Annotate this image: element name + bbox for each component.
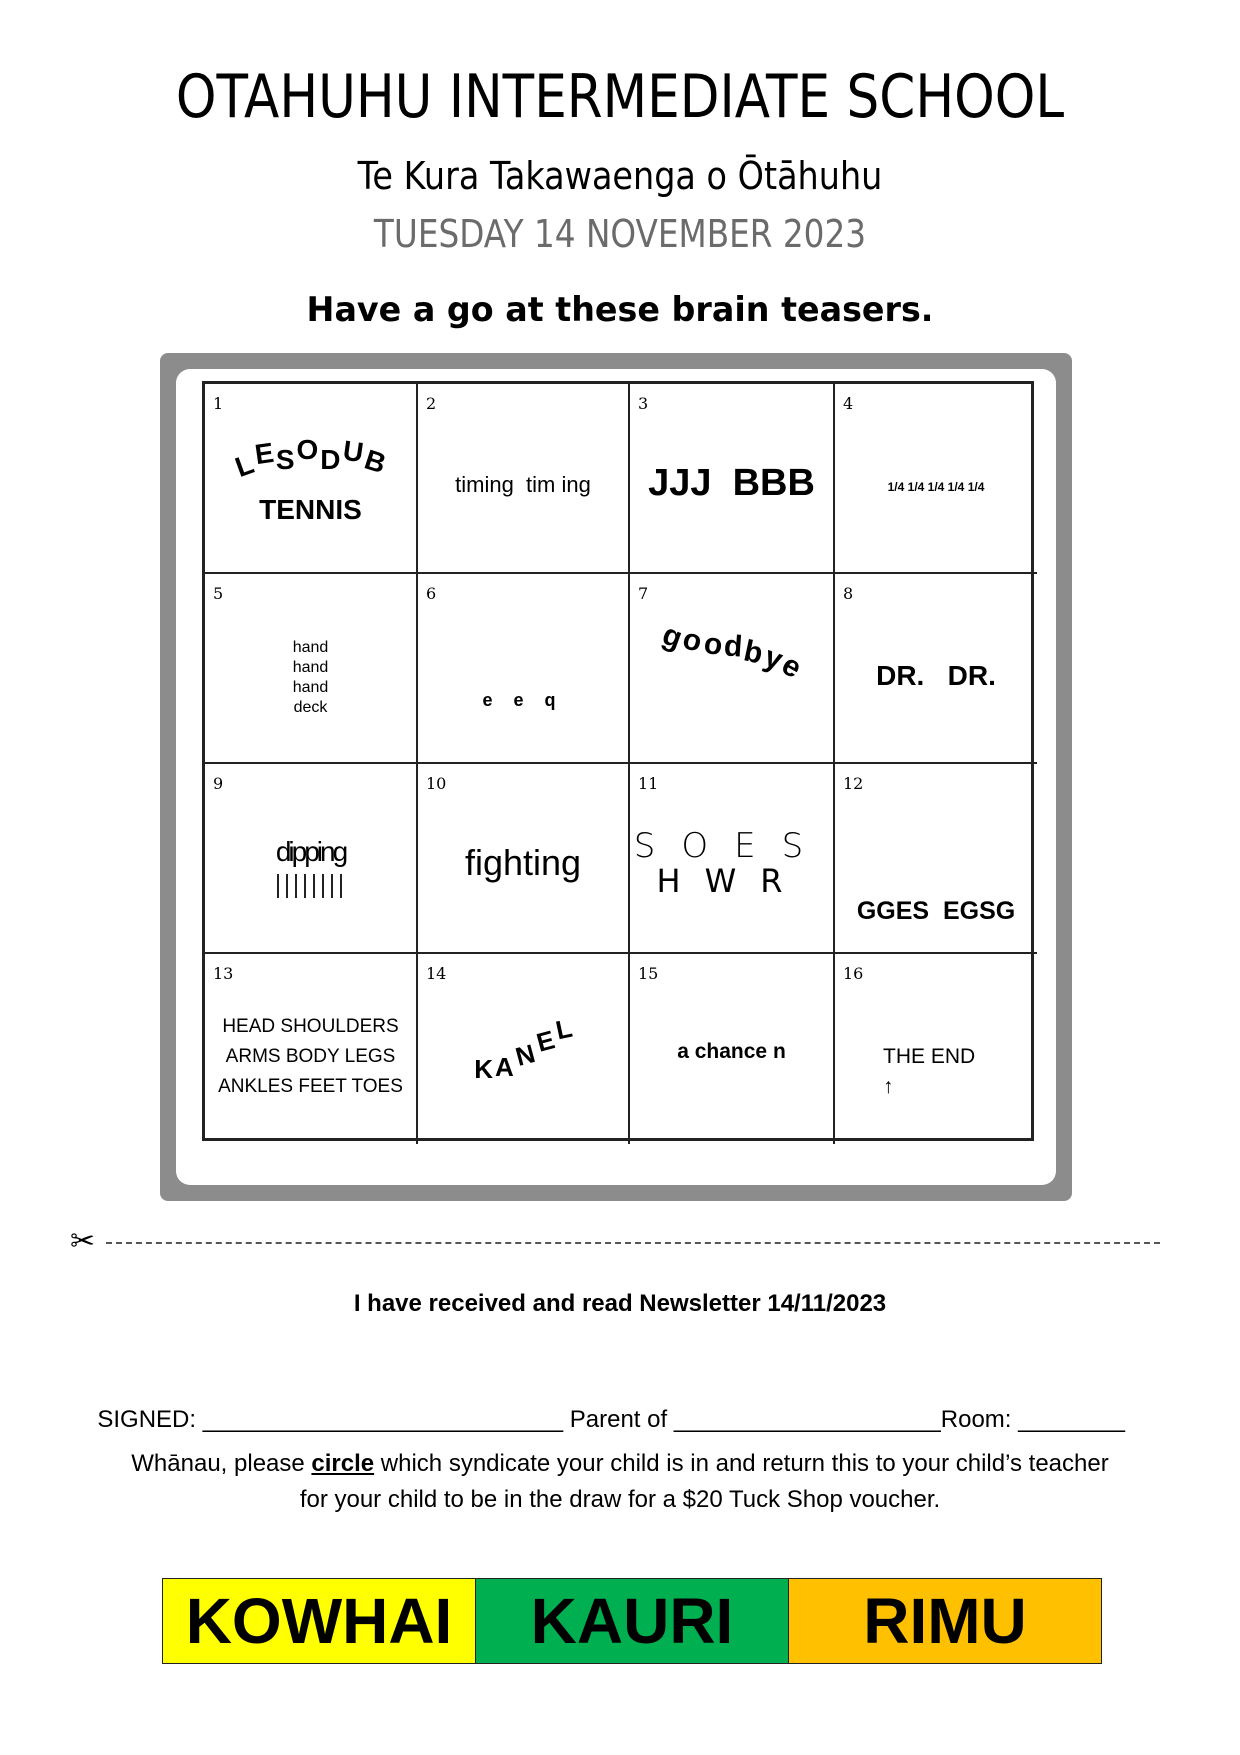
puzzle-number: 5 [213, 584, 224, 603]
room-field[interactable]: ________ [1018, 1406, 1125, 1433]
puzzle-8-text: DR. DR. [876, 660, 996, 691]
arc-letter: L [231, 448, 258, 484]
syndicate-kauri[interactable]: KAURI [476, 1579, 789, 1663]
puzzle-4-text: 1/4 1/4 1/4 1/4 1/4 [887, 480, 985, 494]
arc-letter: E [532, 1024, 558, 1058]
receipt-statement: I have received and read Newsletter 14/11/2023 [353, 1290, 887, 1317]
arc-letter: S [275, 444, 295, 475]
puzzle-9-word: dipping [275, 836, 346, 867]
puzzle-12-line: GGES EGSG [856, 897, 1016, 925]
instruction-line [0, 1446, 1240, 1482]
puzzle-number: 15 [638, 964, 659, 983]
puzzle-grid [202, 381, 1034, 1141]
arc-letter: O [296, 434, 319, 465]
puzzle-cell [205, 764, 418, 954]
puzzle-number: 11 [638, 774, 659, 793]
puzzle-12-text [835, 836, 1037, 954]
puzzle-cell [630, 764, 835, 954]
school-name: OTAHUHU INTERMEDIATE SCHOOL [175, 62, 1065, 132]
instruction-line: for your child to be in the draw for a $20 Tuck Shop voucher. [299, 1486, 941, 1513]
puzzle-15-text: a chance n [677, 1040, 786, 1063]
puzzle-5-line: hand [292, 659, 329, 676]
room-label: Room: [940, 1406, 1019, 1433]
puzzle-14-arc-text [418, 1012, 628, 1084]
puzzle-13-text [205, 1012, 416, 1102]
cut-line [70, 1224, 1160, 1259]
arc-letter: o [679, 622, 706, 659]
puzzle-13-line: ANKLES FEET TOES [218, 1076, 403, 1097]
puzzle-number: 12 [843, 774, 864, 793]
arc-letter: E [252, 436, 276, 471]
instruction-part: Whānau, please [131, 1450, 312, 1477]
signature-line [84, 1378, 1125, 1434]
puzzle-1-line: TENNIS [259, 494, 362, 525]
arc-letter: A [494, 1052, 514, 1082]
parent-field[interactable]: ____________________ [673, 1406, 941, 1433]
puzzle-14-word [473, 1012, 575, 1084]
puzzle-number: 7 [638, 584, 649, 603]
arc-letter: U [340, 434, 365, 469]
puzzle-cell [630, 954, 835, 1144]
parent-label: Parent of [563, 1406, 674, 1433]
puzzle-7-word [658, 617, 808, 686]
puzzle-6-line: e e q [482, 690, 564, 710]
puzzle-11-line: SOES [633, 826, 830, 866]
puzzle-16-text [883, 1042, 1037, 1102]
puzzle-2-text: timing tim ing [455, 472, 591, 497]
arc-letter: K [474, 1054, 493, 1084]
puzzle-cell [630, 574, 835, 764]
arc-letter: y [759, 640, 787, 677]
up-arrow-icon: ↑ [883, 1075, 894, 1098]
syndicate-kowhai[interactable]: KOWHAI [163, 1579, 476, 1663]
puzzle-10-text: fighting [464, 842, 582, 883]
puzzle-number: 14 [426, 964, 447, 983]
brain-teasers-heading: Have a go at these brain teasers. [306, 290, 934, 330]
puzzle-number: 13 [213, 964, 234, 983]
circle-emphasis: circle [311, 1450, 375, 1477]
puzzle-6-text [418, 640, 628, 764]
instruction-part: which syndicate your child is in and return this to your child’s teacher [374, 1450, 1109, 1477]
scissors-icon: ✂ [70, 1224, 96, 1259]
signed-field[interactable]: ___________________________ [202, 1406, 564, 1433]
puzzle-cell [835, 954, 1037, 1144]
puzzle-7-arc-text [630, 617, 833, 686]
arc-letter: D [320, 444, 341, 475]
puzzle-cell [418, 954, 630, 1144]
syndicate-rimu[interactable]: RIMU [789, 1579, 1101, 1663]
dashed-divider [106, 1242, 1160, 1244]
puzzle-cell [205, 384, 418, 574]
puzzle-13-line: ARMS BODY LEGS [225, 1046, 396, 1067]
puzzle-cell [835, 764, 1037, 954]
puzzle-number: 6 [426, 584, 437, 603]
puzzle-cell [835, 574, 1037, 764]
puzzle-5-text [205, 638, 416, 718]
puzzle-cell [418, 574, 630, 764]
puzzle-16-line: THE END [883, 1045, 976, 1068]
puzzle-number: 1 [213, 394, 224, 413]
arc-letter: L [552, 1012, 575, 1046]
signed-label: SIGNED: [97, 1406, 203, 1433]
puzzle-number: 10 [426, 774, 447, 793]
arc-letter: o [701, 626, 725, 663]
newsletter-date: TUESDAY 14 NOVEMBER 2023 [373, 212, 867, 256]
puzzle-cell [205, 954, 418, 1144]
puzzle-cell [418, 384, 630, 574]
puzzle-number: 4 [843, 394, 854, 413]
puzzle-cell [418, 764, 630, 954]
puzzle-cell [205, 574, 418, 764]
puzzle-1-word [231, 434, 390, 484]
puzzle-number: 16 [843, 964, 864, 983]
puzzle-number: 2 [426, 394, 437, 413]
arc-letter: b [741, 634, 766, 671]
puzzle-5-line: hand [292, 679, 329, 696]
arc-letter: B [360, 443, 390, 480]
puzzle-5-line: hand [292, 639, 329, 656]
puzzle-13-line: HEAD SHOULDERS [222, 1016, 399, 1037]
puzzle-1-arc-text [205, 434, 416, 484]
puzzle-3-text: JJJ BBB [648, 462, 815, 504]
instruction-text [0, 1446, 1240, 1518]
school-maori-name: Te Kura Takawaenga o Ōtāhuhu [357, 154, 883, 198]
arc-letter: g [658, 617, 687, 656]
dripping-lines [277, 874, 347, 898]
arc-letter: d [722, 629, 744, 664]
arc-letter: e [776, 648, 808, 686]
puzzle-cell [835, 384, 1037, 574]
syndicate-options [162, 1578, 1102, 1664]
puzzle-number: 9 [213, 774, 224, 793]
puzzle-11-line: HWR [656, 862, 807, 900]
puzzle-9-text [205, 836, 416, 868]
puzzle-5-line: deck [293, 699, 328, 716]
puzzle-cell [630, 384, 835, 574]
puzzle-number: 8 [843, 584, 854, 603]
puzzle-number: 3 [638, 394, 649, 413]
arc-letter: N [512, 1038, 538, 1072]
